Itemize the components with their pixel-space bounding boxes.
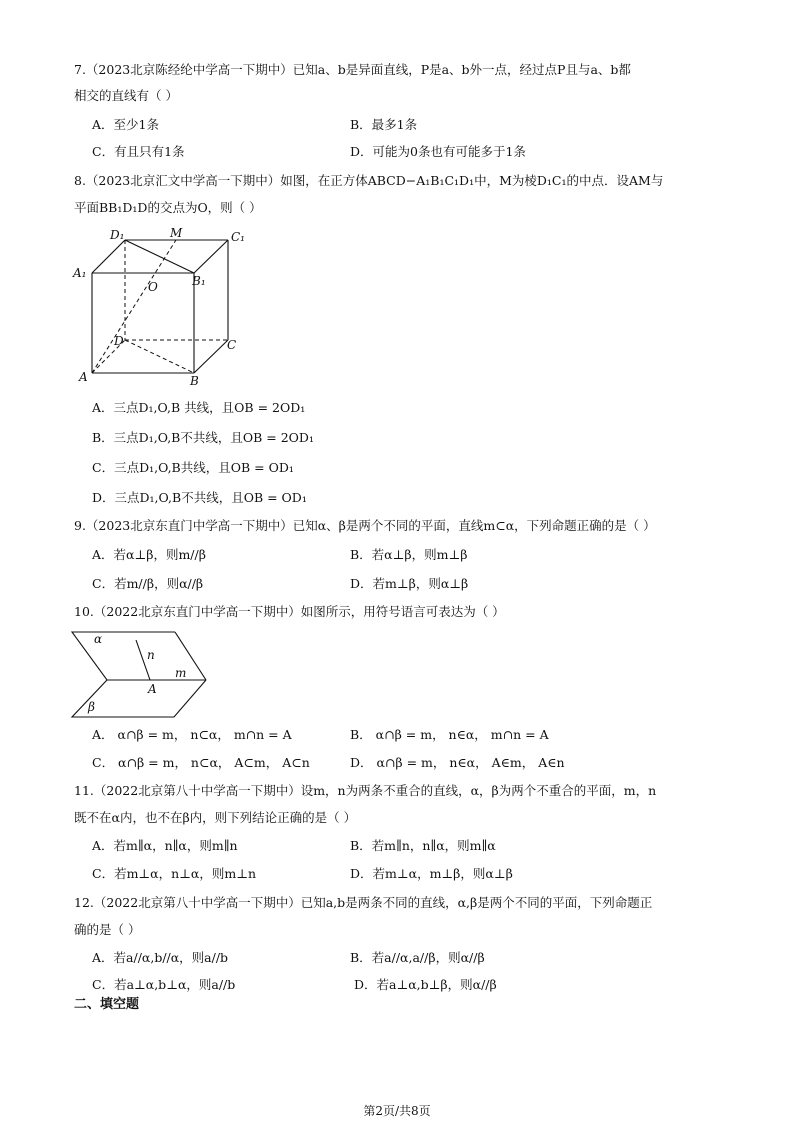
q11-option-c: C．若m⊥α，n⊥α，则m⊥n [92,866,257,881]
q10-option-d: D． α∩β = m， n∈α， A∈m， A∈n [350,755,565,770]
q10-option-a: A． α∩β = m， n⊂α， m∩n = A [92,727,292,742]
label-m: m [175,666,187,680]
label-beta: β [88,700,95,714]
q12-stem-line2: 确的是（ ） [74,922,141,937]
q7-stem-line2: 相交的直线有（ ） [74,88,178,103]
label-alpha: α [94,632,103,646]
q9-stem-line1: 9.（2023北京东直门中学高一下期中）已知α、β是两个不同的平面，直线m⊂α，下列命题正确的是（ ） [74,518,656,533]
label-a: A [79,370,88,384]
label-a1: A₁ [73,266,87,280]
q8-stem-line1: 8.（2023北京汇文中学高一下期中）如图，在正方体ABCD−A₁B₁C₁D₁中，M为棱D₁C₁的中点．设AM与 [74,173,664,188]
q8-option-b: B．三点D₁,O,B不共线，且OB = 2OD₁ [92,430,314,445]
q8-option-d: D．三点D₁,O,B不共线，且OB = OD₁ [92,490,307,505]
label-c: C [227,338,237,352]
cube-figure [70,225,250,390]
q8-stem-line2: 平面BB₁D₁D的交点为O，则（ ） [74,200,262,215]
q9-option-b: B．若α⊥β，则m⊥β [350,547,468,562]
q7-option-d: D．可能为0条也有可能多于1条 [350,144,526,159]
q11-option-d: D．若m⊥α，m⊥β，则α⊥β [350,866,513,881]
q10-option-c: C． α∩β = m， n⊂α， A⊂m， A⊂n [92,755,310,770]
label-m: M [170,226,183,240]
section-title: 二、填空题 [74,997,140,1012]
q12-option-a: A．若a//α,b//α，则a//b [92,950,229,965]
label-n: n [147,648,155,662]
q11-option-b: B．若m∥n，n∥α，则m∥α [350,838,496,853]
label-a-point: A [148,682,157,696]
q7-option-c: C．有且只有1条 [92,144,185,159]
q7-option-b: B．最多1条 [350,117,418,132]
q12-option-c: C．若a⊥α,b⊥α，则a//b [92,977,236,992]
q11-stem-line1: 11.（2022北京第八十中学高一下期中）设m，n为两条不重合的直线，α，β为两个不重合的平面，m，n [74,783,657,798]
q10-stem-line1: 10.（2022北京东直门中学高一下期中）如图所示，用符号语言可表达为（ ） [74,604,505,619]
q12-stem-line1: 12.（2022北京第八十中学高一下期中）已知a,b是两条不同的直线，α,β是两个不同的平面，下列命题正 [74,895,653,910]
q7-stem-line1: 7.（2023北京陈经纶中学高一下期中）已知a、b是异面直线，P是a、b外一点，经过点P且与a、b都 [74,62,631,77]
q9-option-c: C．若m//β，则α//β [92,576,204,591]
label-o: O [148,280,158,294]
label-b: B [190,374,199,388]
q12-option-d: D．若a⊥α,b⊥β，则α//β [354,977,497,992]
q11-option-a: A．若m∥α，n∥α，则m∥n [92,838,238,853]
q7-option-a: A．至少1条 [92,117,159,132]
q8-option-a: A．三点D₁,O,B 共线，且OB = 2OD₁ [92,400,306,415]
q9-option-a: A．若α⊥β，则m//β [92,547,206,562]
label-b1: B₁ [192,274,206,288]
label-d1: D₁ [110,228,125,242]
q8-option-c: C．三点D₁,O,B共线，且OB = OD₁ [92,460,294,475]
page-footer: 第2页/共8页 [363,1104,431,1118]
q9-option-d: D．若m⊥β，则α⊥β [350,576,469,591]
planes-figure [70,627,215,722]
label-c1: C₁ [231,230,245,244]
q11-stem-line2: 既不在α内，也不在β内，则下列结论正确的是（ ） [74,810,357,825]
q10-option-b: B． α∩β = m， n∈α， m∩n = A [350,727,549,742]
q12-option-b: B．若a//α,a//β，则α//β [350,950,485,965]
label-d: D [114,334,124,348]
